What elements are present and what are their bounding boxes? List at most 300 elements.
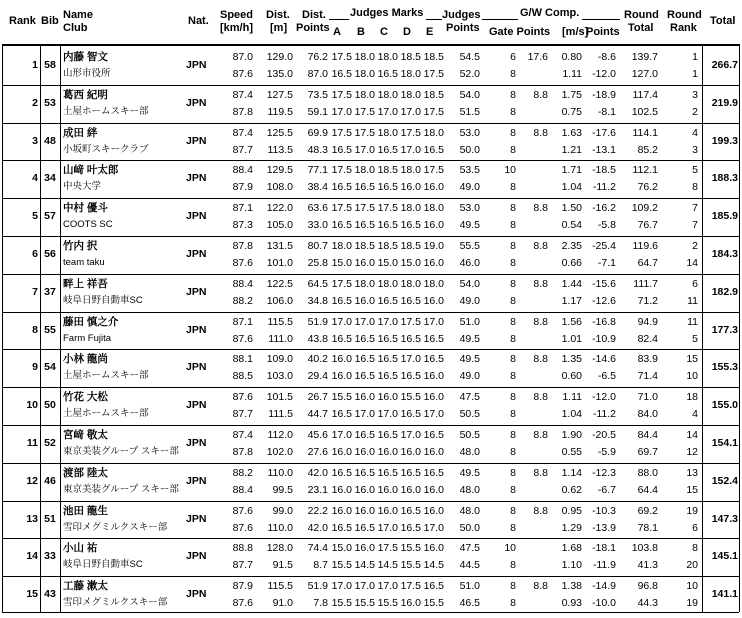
round-rank-cell: 8 bbox=[692, 181, 698, 194]
distance-points-cell: 80.7 bbox=[307, 240, 328, 252]
judge-mark-cell: 16.5 bbox=[354, 370, 375, 383]
judge-mark-cell: 15.5 bbox=[423, 597, 444, 610]
wind-points-cell: -10.3 bbox=[592, 504, 616, 517]
athlete-name: 葛西 紀明 bbox=[63, 88, 108, 101]
distance-cell: 91.5 bbox=[272, 559, 293, 572]
wind-cell: 1.68 bbox=[561, 542, 582, 555]
round-rank-cell: 3 bbox=[692, 88, 698, 101]
wind-points-cell: -13.9 bbox=[592, 521, 616, 534]
header-dist-unit: [m] bbox=[270, 22, 288, 34]
total-cell: 155.3 bbox=[711, 361, 738, 374]
round-total-cell: 139.7 bbox=[631, 51, 658, 63]
bib-cell: 33 bbox=[44, 550, 56, 563]
judge-mark-cell: 16.5 bbox=[377, 143, 398, 156]
wind-points-cell: -12.0 bbox=[592, 68, 616, 80]
distance-points-cell: 45.6 bbox=[307, 429, 328, 441]
judge-mark-cell: 18.0 bbox=[354, 164, 375, 177]
athlete-club: 東京美装グループ スキー部 bbox=[63, 483, 179, 495]
judge-mark-cell: 17.5 bbox=[377, 202, 398, 215]
gate-cell: 8 bbox=[510, 353, 516, 366]
athlete-club: 雪印メグミルクスキー部 bbox=[63, 521, 168, 533]
header-judges-points-2: Points bbox=[446, 22, 480, 34]
distance-points-cell: 8.7 bbox=[313, 559, 328, 572]
judge-mark-cell: 16.0 bbox=[331, 504, 352, 517]
judges-points-cell: 49.5 bbox=[459, 332, 480, 345]
judges-points-cell: 46.0 bbox=[459, 257, 480, 269]
speed-cell: 87.8 bbox=[232, 240, 253, 252]
wind-cell: 1.38 bbox=[561, 580, 582, 593]
rank-cell: 9 bbox=[32, 361, 38, 374]
speed-cell: 87.6 bbox=[232, 521, 253, 534]
speed-cell: 87.8 bbox=[232, 105, 253, 118]
judge-mark-cell: 18.5 bbox=[377, 240, 398, 252]
nat-cell: JPN bbox=[186, 96, 207, 109]
wind-cell: 1.04 bbox=[561, 408, 582, 421]
gate-points-cell: 8.8 bbox=[533, 240, 548, 252]
athlete-club: 岐阜日野自動車SC bbox=[63, 294, 143, 306]
athlete-name: 内藤 智文 bbox=[63, 51, 108, 63]
total-cell: 184.3 bbox=[711, 248, 738, 260]
speed-cell: 87.7 bbox=[232, 143, 253, 156]
athlete-row bbox=[0, 237, 742, 278]
judge-mark-cell: 17.0 bbox=[331, 429, 352, 441]
judge-mark-cell: 16.5 bbox=[377, 429, 398, 441]
round-total-cell: 82.4 bbox=[637, 332, 658, 345]
wind-cell: 0.95 bbox=[561, 504, 582, 517]
rank-cell: 6 bbox=[32, 248, 38, 260]
wind-points-cell: -18.5 bbox=[592, 164, 616, 177]
distance-points-cell: 48.3 bbox=[307, 143, 328, 156]
judge-mark-cell: 18.0 bbox=[377, 88, 398, 101]
judge-mark-cell: 16.5 bbox=[331, 219, 352, 232]
gate-points-cell: 8.8 bbox=[533, 391, 548, 404]
judge-mark-cell: 16.0 bbox=[331, 483, 352, 496]
gate-cell: 8 bbox=[510, 202, 516, 215]
distance-points-cell: 42.0 bbox=[307, 521, 328, 534]
athlete-name: 宮﨑 敬太 bbox=[63, 429, 108, 441]
total-cell: 199.3 bbox=[711, 134, 738, 147]
header-wind-points: Points bbox=[586, 26, 620, 38]
bib-cell: 58 bbox=[44, 59, 56, 71]
round-total-cell: 117.4 bbox=[632, 88, 658, 101]
header-speed: Speed bbox=[220, 9, 254, 21]
wind-cell: 0.62 bbox=[561, 483, 582, 496]
judge-mark-cell: 17.0 bbox=[377, 105, 398, 118]
speed-cell: 87.0 bbox=[232, 51, 253, 63]
speed-cell: 88.2 bbox=[232, 466, 253, 479]
athlete-club: team taku bbox=[63, 257, 105, 268]
header-judges-points: Judges bbox=[442, 9, 481, 21]
wind-cell: 1.50 bbox=[561, 202, 582, 215]
header-round-total-2: Total bbox=[628, 22, 654, 34]
athlete-name: 竹花 大松 bbox=[63, 391, 108, 404]
judge-mark-cell: 18.0 bbox=[377, 126, 398, 139]
judge-mark-cell: 17.5 bbox=[423, 164, 444, 177]
nat-cell: JPN bbox=[186, 172, 207, 185]
athlete-club: 土屋ホームスキー部 bbox=[63, 105, 149, 117]
judge-mark-cell: 16.0 bbox=[331, 370, 352, 383]
judge-mark-cell: 16.5 bbox=[354, 353, 375, 366]
judge-mark-cell: 17.0 bbox=[423, 315, 444, 328]
judges-points-cell: 54.0 bbox=[459, 88, 480, 101]
wind-cell: 1.71 bbox=[561, 164, 582, 177]
judge-mark-cell: 16.0 bbox=[400, 597, 421, 610]
round-rank-cell: 15 bbox=[686, 483, 698, 496]
speed-cell: 87.4 bbox=[232, 88, 253, 101]
gate-cell: 8 bbox=[510, 504, 516, 517]
round-rank-cell: 2 bbox=[692, 240, 698, 252]
judges-points-cell: 53.0 bbox=[459, 202, 480, 215]
wind-points-cell: -6.5 bbox=[597, 370, 616, 383]
judge-mark-cell: 16.0 bbox=[354, 294, 375, 307]
distance-cell: 108.0 bbox=[266, 181, 293, 194]
round-total-cell: 83.9 bbox=[637, 353, 658, 366]
athlete-row bbox=[0, 350, 742, 391]
speed-cell: 87.6 bbox=[232, 391, 253, 404]
round-total-cell: 112.1 bbox=[632, 164, 658, 177]
distance-cell: 111.5 bbox=[268, 408, 293, 421]
speed-cell: 87.4 bbox=[232, 126, 253, 139]
distance-cell: 103.0 bbox=[266, 370, 293, 383]
wind-points-cell: -12.0 bbox=[592, 391, 616, 404]
round-total-cell: 84.4 bbox=[637, 429, 658, 441]
wind-points-cell: -7.1 bbox=[597, 257, 616, 269]
speed-cell: 88.5 bbox=[232, 370, 253, 383]
judge-mark-cell: 17.0 bbox=[400, 105, 421, 118]
bib-cell: 54 bbox=[44, 361, 56, 374]
judges-points-cell: 51.0 bbox=[459, 315, 480, 328]
nat-cell: JPN bbox=[186, 550, 207, 563]
judge-mark-cell: 18.5 bbox=[423, 88, 444, 101]
distance-cell: 115.5 bbox=[267, 580, 293, 593]
judge-mark-cell: 17.0 bbox=[331, 105, 352, 118]
wind-cell: 1.04 bbox=[561, 181, 582, 194]
athlete-name: 渡部 陸太 bbox=[63, 466, 108, 479]
judges-marks-group-line-left bbox=[329, 19, 349, 20]
wind-points-cell: -10.0 bbox=[592, 597, 616, 610]
wind-points-cell: -20.5 bbox=[592, 429, 616, 441]
judge-mark-cell: 16.0 bbox=[423, 483, 444, 496]
judge-mark-cell: 17.5 bbox=[400, 126, 421, 139]
gate-cell: 8 bbox=[510, 257, 516, 269]
judge-mark-cell: 15.0 bbox=[331, 257, 352, 269]
bib-cell: 46 bbox=[44, 474, 56, 487]
rank-cell: 3 bbox=[32, 134, 38, 147]
judge-mark-cell: 17.0 bbox=[354, 408, 375, 421]
judge-mark-cell: 16.5 bbox=[331, 181, 352, 194]
round-total-cell: 64.7 bbox=[637, 257, 658, 269]
gate-points-cell: 8.8 bbox=[533, 315, 548, 328]
judges-points-cell: 53.0 bbox=[459, 126, 480, 139]
bib-cell: 51 bbox=[44, 512, 56, 525]
speed-cell: 87.7 bbox=[232, 408, 253, 421]
athlete-club: 東京美装グループ スキー部 bbox=[63, 446, 179, 457]
round-rank-cell: 19 bbox=[686, 504, 698, 517]
athlete-club: 土屋ホームスキー部 bbox=[63, 408, 149, 420]
judge-mark-cell: 16.0 bbox=[400, 446, 421, 458]
speed-cell: 87.6 bbox=[232, 68, 253, 80]
wind-cell: 0.54 bbox=[561, 219, 582, 232]
gate-points-cell: 8.8 bbox=[533, 353, 548, 366]
rank-cell: 7 bbox=[32, 285, 38, 298]
athlete-row bbox=[0, 388, 742, 429]
judge-mark-cell: 16.5 bbox=[377, 294, 398, 307]
distance-cell: 110.0 bbox=[267, 521, 293, 534]
judge-mark-cell: 16.5 bbox=[354, 181, 375, 194]
round-total-cell: 71.0 bbox=[637, 391, 658, 404]
gate-cell: 10 bbox=[504, 164, 516, 177]
nat-cell: JPN bbox=[186, 285, 207, 298]
judge-mark-cell: 17.0 bbox=[423, 408, 444, 421]
judges-points-cell: 55.5 bbox=[459, 240, 480, 252]
distance-cell: 127.5 bbox=[266, 88, 293, 101]
gate-points-cell: 17.6 bbox=[527, 51, 548, 63]
judges-points-cell: 48.0 bbox=[459, 483, 480, 496]
wind-cell: 1.56 bbox=[561, 315, 582, 328]
judge-mark-cell: 17.0 bbox=[423, 521, 444, 534]
gate-points-cell: 8.8 bbox=[533, 429, 548, 441]
round-total-cell: 96.8 bbox=[637, 580, 658, 593]
wind-cell: 1.11 bbox=[562, 391, 582, 404]
round-rank-cell: 14 bbox=[686, 429, 698, 441]
judge-mark-cell: 17.0 bbox=[400, 353, 421, 366]
judges-points-cell: 52.0 bbox=[459, 68, 480, 80]
judges-points-cell: 48.0 bbox=[459, 446, 480, 458]
round-total-cell: 44.3 bbox=[637, 597, 658, 610]
speed-cell: 87.1 bbox=[232, 202, 253, 215]
distance-points-cell: 40.2 bbox=[307, 353, 328, 366]
speed-cell: 88.4 bbox=[232, 164, 253, 177]
judge-mark-cell: 16.5 bbox=[400, 466, 421, 479]
distance-cell: 119.5 bbox=[267, 105, 293, 118]
judge-mark-cell: 16.5 bbox=[423, 143, 444, 156]
wind-cell: 2.35 bbox=[561, 240, 582, 252]
header-wind-unit: [m/s] bbox=[562, 26, 589, 38]
distance-cell: 99.0 bbox=[272, 504, 293, 517]
gate-points-cell: 8.8 bbox=[533, 580, 548, 593]
gate-cell: 8 bbox=[510, 68, 516, 80]
distance-points-cell: 51.9 bbox=[307, 315, 328, 328]
judge-mark-cell: 16.5 bbox=[400, 219, 421, 232]
rank-cell: 14 bbox=[26, 550, 38, 563]
gate-cell: 8 bbox=[510, 559, 516, 572]
round-total-cell: 78.1 bbox=[637, 521, 658, 534]
round-total-cell: 127.0 bbox=[631, 68, 658, 80]
gate-cell: 8 bbox=[510, 466, 516, 479]
round-rank-cell: 7 bbox=[692, 219, 698, 232]
judge-mark-cell: 18.5 bbox=[377, 164, 398, 177]
distance-cell: 125.5 bbox=[266, 126, 293, 139]
nat-cell: JPN bbox=[186, 361, 207, 374]
rank-cell: 13 bbox=[26, 512, 38, 525]
distance-cell: 129.5 bbox=[266, 164, 293, 177]
speed-cell: 87.6 bbox=[232, 332, 253, 345]
gate-points-cell: 8.8 bbox=[533, 202, 548, 215]
round-total-cell: 109.2 bbox=[631, 202, 658, 215]
distance-points-cell: 59.1 bbox=[307, 105, 328, 118]
total-cell: 141.1 bbox=[711, 588, 738, 601]
round-total-cell: 71.2 bbox=[637, 294, 658, 307]
round-total-cell: 85.2 bbox=[637, 143, 658, 156]
judge-mark-cell: 16.5 bbox=[400, 504, 421, 517]
gate-cell: 8 bbox=[510, 391, 516, 404]
nat-cell: JPN bbox=[186, 399, 207, 412]
judge-mark-cell: 18.0 bbox=[423, 202, 444, 215]
distance-points-cell: 63.6 bbox=[307, 202, 328, 215]
round-total-cell: 69.2 bbox=[637, 504, 658, 517]
judge-mark-cell: 16.0 bbox=[354, 504, 375, 517]
judge-mark-cell: 16.0 bbox=[423, 370, 444, 383]
judge-mark-cell: 16.5 bbox=[377, 181, 398, 194]
header-round-total: Round bbox=[624, 9, 659, 21]
header-round-rank: Round bbox=[667, 9, 702, 21]
round-rank-cell: 11 bbox=[687, 294, 698, 307]
bib-cell: 43 bbox=[44, 588, 56, 601]
header-judge-c: C bbox=[380, 26, 388, 38]
athlete-row bbox=[0, 161, 742, 202]
distance-cell: 122.0 bbox=[266, 202, 293, 215]
judge-mark-cell: 17.0 bbox=[354, 580, 375, 593]
judge-mark-cell: 16.0 bbox=[400, 483, 421, 496]
distance-cell: 128.0 bbox=[266, 542, 293, 555]
rank-cell: 11 bbox=[26, 437, 38, 449]
header-nat: Nat. bbox=[188, 15, 209, 27]
bib-cell: 57 bbox=[44, 210, 56, 223]
wind-cell: 1.63 bbox=[561, 126, 582, 139]
wind-cell: 1.75 bbox=[561, 88, 582, 101]
judges-points-cell: 50.5 bbox=[459, 408, 480, 421]
wind-points-cell: -10.9 bbox=[592, 332, 616, 345]
judge-mark-cell: 17.5 bbox=[400, 580, 421, 593]
judge-mark-cell: 16.0 bbox=[354, 257, 375, 269]
distance-cell: 102.0 bbox=[266, 446, 293, 458]
bib-cell: 55 bbox=[44, 323, 56, 336]
wind-points-cell: -14.6 bbox=[592, 353, 616, 366]
judges-marks-group-line-right bbox=[426, 19, 442, 20]
judges-points-cell: 54.0 bbox=[459, 277, 480, 290]
judge-mark-cell: 16.0 bbox=[423, 446, 444, 458]
header-bib: Bib bbox=[41, 15, 59, 27]
judge-mark-cell: 17.5 bbox=[377, 542, 398, 555]
judge-mark-cell: 18.0 bbox=[331, 240, 352, 252]
judge-mark-cell: 16.0 bbox=[423, 257, 444, 269]
speed-cell: 88.4 bbox=[232, 277, 253, 290]
judges-points-cell: 47.5 bbox=[459, 391, 480, 404]
bib-cell: 53 bbox=[44, 96, 56, 109]
bib-cell: 48 bbox=[44, 134, 56, 147]
judge-mark-cell: 18.5 bbox=[423, 51, 444, 63]
judge-mark-cell: 16.5 bbox=[331, 521, 352, 534]
judges-points-cell: 51.0 bbox=[459, 580, 480, 593]
wind-cell: 1.14 bbox=[561, 466, 582, 479]
athlete-club: COOTS SC bbox=[63, 219, 113, 231]
athlete-club: 中央大学 bbox=[63, 181, 102, 193]
gw-group-line-left bbox=[482, 19, 518, 20]
round-rank-cell: 4 bbox=[692, 126, 698, 139]
judge-mark-cell: 16.5 bbox=[377, 466, 398, 479]
total-cell: 188.3 bbox=[711, 172, 738, 185]
judge-mark-cell: 15.5 bbox=[331, 559, 352, 572]
athlete-row bbox=[0, 464, 742, 505]
judge-mark-cell: 16.0 bbox=[377, 504, 398, 517]
wind-points-cell: -12.3 bbox=[592, 466, 616, 479]
wind-points-cell: -5.9 bbox=[597, 446, 616, 458]
round-rank-cell: 3 bbox=[692, 143, 698, 156]
judge-mark-cell: 15.5 bbox=[354, 597, 375, 610]
judge-mark-cell: 18.0 bbox=[354, 277, 375, 290]
header-gate-points: Gate Points bbox=[489, 26, 551, 38]
round-rank-cell: 6 bbox=[692, 277, 698, 290]
judge-mark-cell: 17.0 bbox=[400, 143, 421, 156]
distance-cell: 110.0 bbox=[267, 466, 293, 479]
athlete-row bbox=[0, 577, 742, 618]
athlete-row bbox=[0, 502, 742, 543]
judge-mark-cell: 16.5 bbox=[331, 332, 352, 345]
judges-points-cell: 51.5 bbox=[459, 105, 480, 118]
wind-points-cell: -11.2 bbox=[592, 408, 616, 421]
gate-points-cell: 8.8 bbox=[533, 466, 548, 479]
wind-cell: 1.44 bbox=[561, 277, 582, 290]
judge-mark-cell: 18.0 bbox=[400, 68, 421, 80]
athlete-row bbox=[0, 313, 742, 354]
judge-mark-cell: 16.5 bbox=[354, 429, 375, 441]
header-name: Name bbox=[63, 9, 93, 21]
round-rank-cell: 11 bbox=[687, 315, 698, 328]
distance-points-cell: 25.8 bbox=[307, 257, 328, 269]
distance-points-cell: 33.0 bbox=[307, 219, 328, 232]
judge-mark-cell: 15.5 bbox=[377, 597, 398, 610]
judge-mark-cell: 18.0 bbox=[354, 51, 375, 63]
round-rank-cell: 4 bbox=[692, 408, 698, 421]
gate-points-cell: 8.8 bbox=[533, 277, 548, 290]
header-judges-marks: Judges Marks bbox=[350, 7, 424, 19]
bib-cell: 52 bbox=[44, 437, 56, 449]
total-cell: 219.9 bbox=[711, 96, 738, 109]
athlete-name: 小山 祐 bbox=[63, 542, 98, 555]
wind-points-cell: -5.8 bbox=[597, 219, 616, 232]
judges-points-cell: 47.5 bbox=[459, 542, 480, 555]
judge-mark-cell: 17.0 bbox=[331, 315, 352, 328]
speed-cell: 87.8 bbox=[232, 446, 253, 458]
round-total-cell: 103.8 bbox=[631, 542, 658, 555]
speed-cell: 87.4 bbox=[232, 429, 253, 441]
judge-mark-cell: 18.0 bbox=[423, 126, 444, 139]
distance-points-cell: 7.8 bbox=[313, 597, 328, 610]
wind-points-cell: -18.9 bbox=[592, 88, 616, 101]
judge-mark-cell: 16.5 bbox=[377, 332, 398, 345]
judge-mark-cell: 16.5 bbox=[331, 143, 352, 156]
wind-cell: 1.35 bbox=[561, 353, 582, 366]
rank-cell: 5 bbox=[32, 210, 38, 223]
judge-mark-cell: 15.5 bbox=[400, 559, 421, 572]
athlete-row bbox=[0, 539, 742, 580]
distance-points-cell: 76.2 bbox=[307, 51, 328, 63]
round-total-cell: 111.7 bbox=[633, 277, 658, 290]
judge-mark-cell: 15.5 bbox=[400, 391, 421, 404]
nat-cell: JPN bbox=[186, 512, 207, 525]
judge-mark-cell: 16.5 bbox=[331, 466, 352, 479]
judge-mark-cell: 16.5 bbox=[377, 370, 398, 383]
wind-points-cell: -6.7 bbox=[597, 483, 616, 496]
speed-cell: 88.1 bbox=[232, 353, 253, 366]
distance-points-cell: 29.4 bbox=[307, 370, 328, 383]
judge-mark-cell: 16.5 bbox=[423, 429, 444, 441]
rank-cell: 4 bbox=[32, 172, 38, 185]
wind-cell: 0.75 bbox=[561, 105, 582, 118]
judge-mark-cell: 18.0 bbox=[400, 202, 421, 215]
judge-mark-cell: 16.0 bbox=[423, 542, 444, 555]
judge-mark-cell: 18.5 bbox=[400, 51, 421, 63]
